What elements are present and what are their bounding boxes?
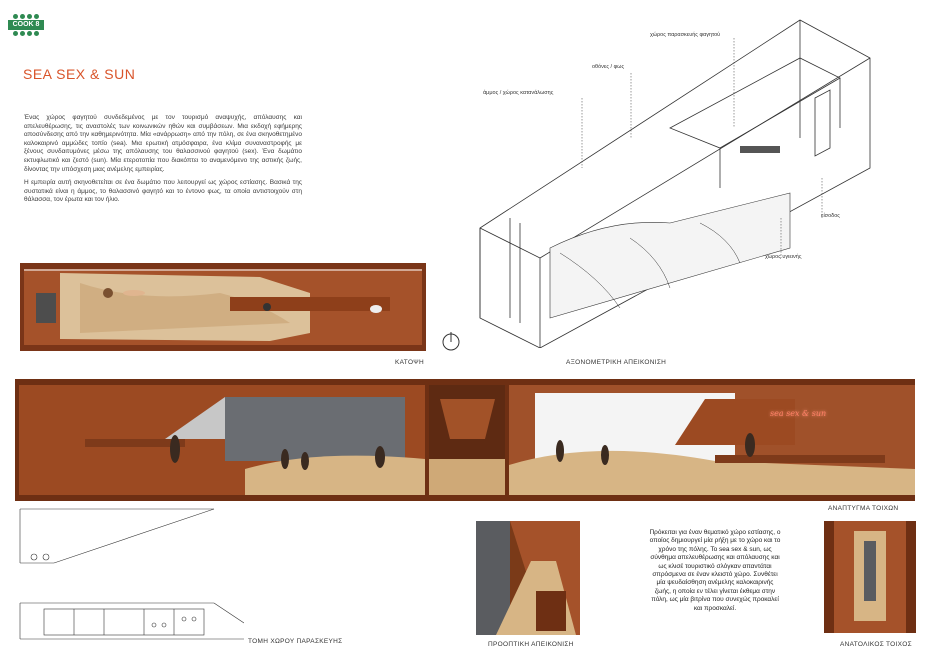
project-title: SEA SEX & SUN <box>23 66 136 82</box>
axo-label-kitchen: χώρος παρασκευής φαγητού <box>650 32 721 38</box>
neon-sign: sea sex & sun <box>770 409 827 418</box>
north-arrow-icon <box>442 331 460 353</box>
east-wall-caption: ΑΝΑΤΟΛΙΚΟΣ ΤΟΙΧΟΣ <box>840 641 912 648</box>
logo-label: COOK 8 <box>8 20 44 30</box>
floor-plan <box>20 263 426 351</box>
axo-label-sand: άμμος / χώρος κατανάλωσης <box>483 90 554 96</box>
axonometric-drawing <box>470 18 910 348</box>
cook8-logo <box>8 14 44 36</box>
axo-label-wc: χώρος υγιεινής <box>765 254 802 260</box>
axonometric-caption: ΑΞΟΝΟΜΕΤΡΙΚΗ ΑΠΕΙΚΟΝΙΣΗ <box>566 359 667 366</box>
unfolded-walls-render <box>15 379 915 501</box>
axo-label-entrance: είσοδος <box>821 213 840 219</box>
project-description <box>24 114 302 205</box>
perspective-caption: ΠΡΟΟΠΤΙΚΗ ΑΠΕΙΚΟΝΙΣΗ <box>488 641 574 648</box>
perspective-render <box>476 521 580 635</box>
description-paragraph-1: Ένας χώρος φαγητού συνδεδεμένος με τον τουρισμό αναψυχής, απόλαυσης και απελευθέρωσης, τις αναστολές των κοινωνικών ηθών και συμβάσεων. Μια εκδοχή εφήμερης αποσύνδεσης από την καθημερινότητα. Μία «ανάρρωση» από την πόλη, σε ένα σκηνοθετημένο καλοκαιρινό αμμώδες τοπίο (sea). Μια ερωτική ατμόσφαιρα, ένα κλίμα συναναστροφής με ξένους συνδαιτυμόνες μέσω της απόλαυσης του θαλασσινού φαγητού (sex). Ένα δωμάτιο εκτυφλωτικό και ζεστό (sun). Μία ετεροτοπία που διακόπτει το αναμενόμενο της αστικής ζωής, δίνοντας την υπόσχεση μιας ανέμελης εμπειρίας. <box>24 114 302 173</box>
plan-caption: ΚΑΤΟΨΗ <box>395 359 425 366</box>
kitchen-section-drawing <box>14 503 244 643</box>
unfolded-walls-caption: ΑΝΑΠΤΥΓΜΑ ΤΟΙΧΩΝ <box>828 505 899 512</box>
description-paragraph-2: Η εμπειρία αυτή σκηνοθετείται σε ένα δωμάτιο που λειτουργεί ως χώρος εστίασης. Βασικά της συστατικά είναι η άμμος, το θαλασσινό φαγητό και το έντονο φως, τα οποία αντιστοιχούν στη θάλασσα, τον έρωτα και τον ήλιο. <box>24 179 302 204</box>
east-wall-render <box>824 521 916 633</box>
summary-text: Πρόκειται για έναν θεματικό χώρο εστίασης, ο οποίος δημιουργεί μία ρήξη με το χώρο και το χρόνο της πόλης. Το sea sex & sun, ως σύνθημα απελευθέρωσης και απόλαυσης και ως κλισέ τουριστικό σλόγκαν απαντάται σπρόσμενα σε έναν κλειστό χώρο. Συνθέτει μία ψευδαίσθηση ανέμελης καλοκαιρινής ζωής, η οποία εν τέλει γίνεται έκθεμα στην πόλη, ως μία βιτρίνα που συνεχώς προκαλεί και προσκαλεί. <box>649 529 781 612</box>
axo-label-screens: οθόνες / φως <box>592 64 625 70</box>
section-caption: ΤΟΜΗ ΧΩΡΟΥ ΠΑΡΑΣΚΕΥΗΣ <box>248 638 343 645</box>
